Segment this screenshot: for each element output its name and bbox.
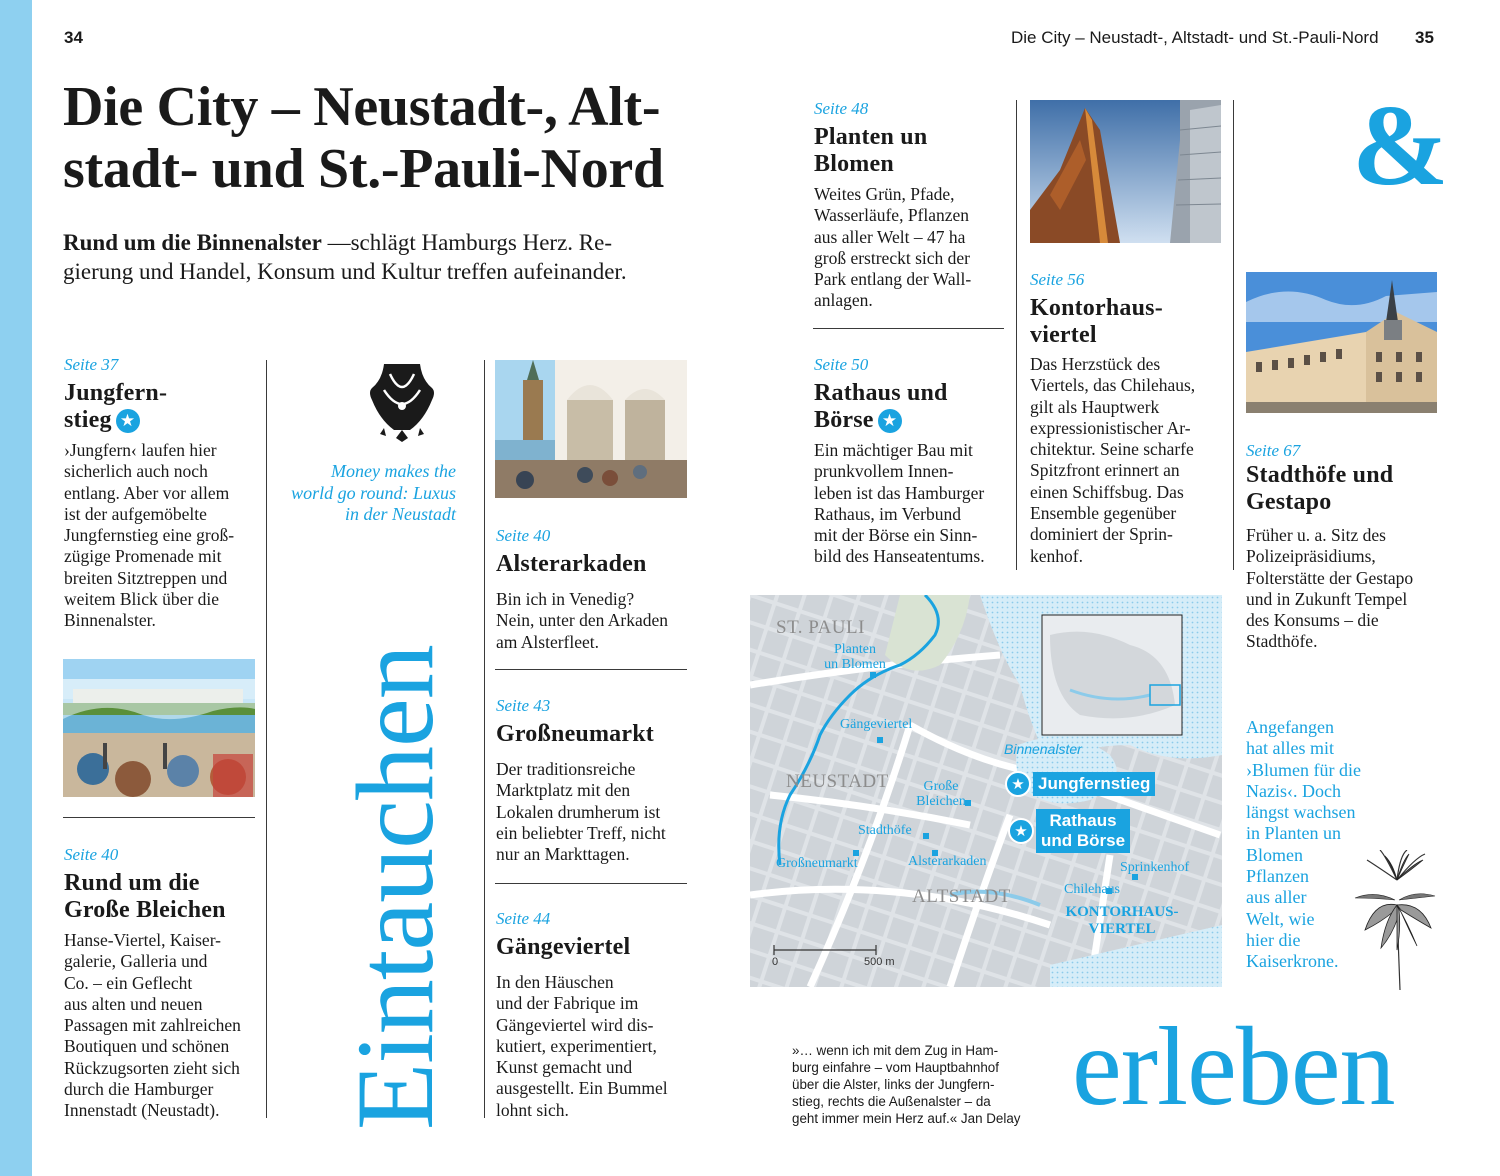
body-line: ein beliebter Treff, nicht [496,822,666,843]
flower-note-line: Pflanzen [1246,866,1309,887]
chapter-title-line-1: Die City – Neustadt-, Alt- [63,76,661,138]
kaiserkrone-flower-illustration [1345,850,1440,990]
seite-kontorhaus: Seite 56 [1030,270,1085,289]
body-alsterarkaden [496,589,696,653]
heading-grossneumarkt: Großneumarkt [496,721,654,747]
body-grossneumarkt [496,759,696,865]
body-line: weitem Blick über die [64,589,220,610]
heading-stadthoefe-line-2: Gestapo [1246,489,1332,515]
star-icon: ★ [1008,818,1034,844]
heading-stadthoefe-line-1: Stadthöfe und [1246,462,1394,488]
body-line: am Alsterfleet. [496,631,600,652]
seite-gaengeviertel: Seite 44 [496,909,551,928]
body-line: Hanse-Viertel, Kaiser- [64,930,221,950]
map-label-rathaus [1036,809,1130,853]
chapter-title [63,76,723,200]
map-label-grossneumarkt: Großneumarkt [776,856,858,871]
heading-grosse-bleichen-line-2: Große Bleichen [64,897,226,923]
heading-jungfernstieg-line-2: stieg [64,407,112,433]
body-line: Ein mächtiger Bau mit [814,440,973,460]
body-line: bild des Hanseatentums. [814,546,985,567]
map-label-line: und Börse [1041,831,1126,850]
body-line: und der Fabrique im [496,993,639,1014]
body-line: Jungfernstieg eine groß- [64,525,235,546]
flower-note-line: Welt, wie [1246,908,1315,929]
map-label-gaengeviertel: Gängeviertel [840,717,913,732]
seite-stadthoefe: Seite 67 [1246,441,1301,460]
body-line: Boutiquen und schönen [64,1036,230,1057]
heading-planten [814,124,927,178]
body-line: Marktplatz mit den [496,780,631,801]
map-label-line: Große [923,779,959,794]
heading-grosse-bleichen [64,870,226,924]
map-label-jungfernstieg: Jungfernstieg [1033,772,1155,796]
heading-alsterarkaden: Alsterarkaden [496,551,647,577]
body-line: Ensemble gegenüber [1030,503,1177,524]
body-line: Nein, unter den Arkaden [496,610,669,631]
body-line: Park entlang der Wall- [814,269,972,290]
flower-note-line: Kaiserkrone. [1246,951,1339,972]
body-grosse-bleichen [64,930,264,1122]
heading-kontorhaus-line-2: viertel [1030,322,1097,348]
quote-line: burg einfahre – vom Hauptbahnhof [792,1060,999,1075]
body-line: dominiert der Sprin- [1030,524,1173,545]
ampersand: & [1352,82,1449,210]
body-jungfernstieg [64,440,264,632]
photo-alsterarkaden [495,360,687,498]
body-planten [814,184,1009,312]
flower-note-line: hat alles mit [1246,738,1334,759]
body-line: ist der aufgemöbelte [64,503,207,524]
body-line: Bin ich in Venedig? [496,589,635,609]
body-line: des Konsums – die [1246,610,1379,631]
page-number-right: 35 [1415,28,1434,47]
heading-jungfernstieg [64,380,167,434]
map-district-stpauli: ST. PAULI [776,617,865,638]
quote-line: »… wenn ich mit dem Zug in Ham- [792,1043,999,1058]
eintauchen-vertical-word: Eintauchen [334,645,456,1130]
body-line: Weites Grün, Pfade, [814,184,955,204]
flower-note-line: längst wachsen [1246,802,1356,823]
heading-grosse-bleichen-line-1: Rund um die [64,870,200,896]
page-number-left: 34 [64,28,83,47]
body-line: Binnenalster. [64,610,156,631]
body-line: ›Jungfern‹ laufen hier [64,440,217,460]
heading-planten-line-1: Planten un [814,124,928,150]
body-line: Stadthöfe. [1246,631,1318,652]
separator [813,328,1004,329]
map-label-line: Rathaus [1049,811,1117,830]
chapter-title-line-2: stadt- und St.-Pauli-Nord [63,138,664,200]
star-icon: ★ [1005,771,1031,797]
money-caption-line: in der Neustadt [345,504,456,524]
seite-rathaus: Seite 50 [814,355,869,374]
body-line: einen Schiffsbug. Das [1030,481,1184,502]
body-line: Passagen mit zahlreichen [64,1015,241,1036]
body-line: Spitzfront erinnert an [1030,460,1180,481]
heading-kontorhaus [1030,295,1163,349]
flower-note-line: Blomen [1246,844,1303,865]
quote-line: stieg, rechts die Außenalster – da [792,1094,991,1109]
flower-note-line: ›Blumen für die [1246,759,1361,780]
map-label-planten [810,642,900,672]
money-caption-line: world go round: Luxus [291,482,456,503]
body-line: In den Häuschen [496,972,614,992]
body-line: lohnt sich. [496,1099,569,1120]
map-scale-zero: 0 [772,956,779,968]
intro-line-2: gierung und Handel, Konsum und Kultur treffen aufeinander. [63,259,627,284]
body-line: Früher u. a. Sitz des [1246,525,1386,545]
body-line: galerie, Galleria und [64,951,208,972]
body-line: ausgestellt. Ein Bummel [496,1078,668,1099]
body-line: durch die Hamburger [64,1079,214,1100]
flower-note-line: in Planten un [1246,823,1341,844]
map-scale-500m: 500 m [864,956,895,968]
body-line: und in Zukunft Tempel [1246,588,1408,609]
body-line: Viertels, das Chilehaus, [1030,375,1196,396]
necklace-icon [366,360,438,442]
heading-planten-line-2: Blomen [814,151,894,177]
map-label-chilehaus: Chilehaus [1064,882,1120,897]
map-label-line: KONTORHAUS- [1065,904,1179,920]
body-line: mit der Börse ein Sinn- [814,525,978,546]
body-line: nur an Markttagen. [496,844,630,865]
heading-jungfernstieg-line-1: Jungfern- [64,380,168,406]
body-line: aus aller Welt – 47 ha [814,226,966,247]
body-line: Das Herzstück des [1030,354,1161,374]
heading-gaengeviertel: Gängeviertel [496,934,631,960]
photo-stadthoefe [1246,272,1437,413]
intro-lead: Rund um die Binnenalster [63,230,322,255]
photo-chilehaus [1030,100,1221,243]
seite-grossneumarkt: Seite 43 [496,696,551,715]
star-icon: ★ [878,409,902,433]
quote-line: geht immer mein Herz auf.« Jan Delay [792,1111,1021,1126]
page-edge-strip [0,0,32,1176]
flower-note-line: Nazis‹. Doch [1246,780,1341,801]
body-gaengeviertel [496,972,696,1121]
heading-rathaus [814,380,948,434]
map-district-altstadt: ALTSTADT [912,886,1011,907]
body-line: breiten Sitztreppen und [64,567,228,588]
body-line: Kunst gemacht und [496,1057,633,1078]
body-line: kenhof. [1030,545,1083,566]
column-rule [266,360,267,1118]
body-line: zügige Promenade mit [64,546,222,567]
flower-note-line: hier die [1246,929,1301,950]
map-label-grosse-bleichen [906,779,976,809]
intro-line-1: —schlägt Hamburgs Herz. Re- [327,230,613,255]
body-line: Gängeviertel wird dis- [496,1014,654,1035]
body-line: chitektur. Seine scharfe [1030,439,1194,460]
body-stadthoefe [1246,525,1446,653]
body-line: Rathaus, im Verbund [814,503,961,524]
photo-jungfernstieg [63,659,255,797]
map-label-sprinkenhof: Sprinkenhof [1120,860,1190,875]
map-label-stadthoefe: Stadthöfe [858,823,912,838]
heading-kontorhaus-line-1: Kontorhaus- [1030,295,1163,321]
erleben-word: erleben [1072,1005,1395,1129]
body-line: entlang. Aber vor allem [64,482,230,503]
column-rule [484,360,485,1118]
body-line: Wasserläufe, Pflanzen [814,205,970,226]
body-line: expressionistischer Ar- [1030,417,1191,438]
map-highlight-rathaus [1008,809,1130,853]
separator [495,883,687,884]
body-line: leben ist das Hamburger [814,482,985,503]
heading-rathaus-line-1: Rathaus und [814,380,948,406]
body-line: aus alten und neuen [64,993,203,1014]
body-line: Lokalen drumherum ist [496,801,661,822]
heading-rathaus-line-2: Börse [814,407,874,433]
intro-text [63,228,703,286]
flower-note-line: aus aller [1246,887,1307,908]
body-line: groß erstreckt sich der [814,247,970,268]
column-rule [1233,100,1234,570]
running-header: Die City – Neustadt-, Altstadt- und St.-Pauli-Nord [1011,28,1379,47]
money-caption [270,461,456,526]
jan-delay-quote [792,1042,1052,1127]
map-label-line: un Blomen [824,657,886,672]
body-line: kutiert, experimentiert, [496,1035,657,1056]
seite-jungfernstieg: Seite 37 [64,355,119,374]
body-line: gilt als Hauptwerk [1030,396,1160,417]
map-label-line: Planten [834,642,876,657]
map-label-line: Bleichen [916,794,966,809]
body-line: Co. – ein Geflecht [64,972,193,993]
body-line: sicherlich auch noch [64,461,208,482]
map-highlight-jungfernstieg [1005,771,1155,797]
body-line: Innenstadt (Neustadt). [64,1100,220,1121]
quote-line: über die Alster, links der Jungfern- [792,1077,995,1092]
map-label-binnenalster: Binnenalster [1004,741,1082,757]
seite-alsterarkaden: Seite 40 [496,526,551,545]
separator [63,817,255,818]
body-line: Polizeipräsidiums, [1246,546,1376,567]
map-district-neustadt: NEUSTADT [786,771,889,792]
body-rathaus [814,440,1014,568]
separator [495,669,687,670]
column-rule [1016,100,1017,570]
map-label-alsterarkaden: Alsterarkaden [908,854,987,869]
seite-planten: Seite 48 [814,99,869,118]
heading-stadthoefe [1246,462,1393,516]
body-line: Rückzugsorten zieht sich [64,1057,240,1078]
city-map [750,595,1222,987]
money-caption-line: Money makes the [331,461,456,481]
body-line: Der traditionsreiche [496,759,636,779]
seite-grosse-bleichen: Seite 40 [64,845,119,864]
body-line: Folterstätte der Gestapo [1246,567,1414,588]
map-label-kontorhausviertel [1055,904,1189,938]
body-kontorhaus [1030,354,1230,567]
flower-note-line: Angefangen [1246,717,1334,737]
map-label-line: VIERTEL [1088,921,1156,937]
body-line: anlagen. [814,290,873,311]
star-icon: ★ [116,409,140,433]
body-line: prunkvollem Innen- [814,461,954,482]
